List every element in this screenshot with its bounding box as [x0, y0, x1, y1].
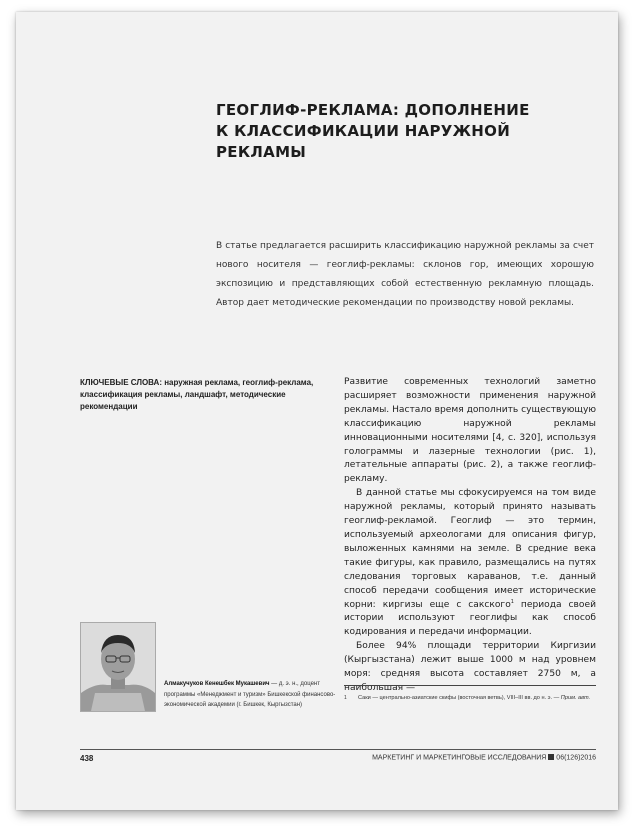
- author-photo: [80, 622, 156, 712]
- keywords-text: наружная реклама, геоглиф-реклама, классификация рекламы, ландшафт, методические рекомендации: [80, 378, 314, 411]
- author-details: — д. э. н., доцент программы «Менеджмент и туризм» Бишкекской финансово-экономической академии (г. Бишкек, Кыргызстан): [164, 681, 336, 708]
- keywords-label: КЛЮЧЕВЫЕ СЛОВА:: [80, 378, 162, 387]
- footnote-text: Саки — центрально-азиатские скифы (восточная ветвь), VIII–III вв. до н. э. —: [358, 695, 561, 701]
- author-name: Алмакучуков Кенешбек Мукашевич: [164, 681, 270, 687]
- footnote-ref[interactable]: 1: [510, 598, 514, 605]
- body-paragraph-3: Более 94% площади территории Киргизии (Кыргызстана) лежит выше 1000 м над уровнем моря: средняя высота составляет 2750 м, а наибольшая —: [344, 641, 596, 693]
- footnote-note: Прим. авт.: [560, 695, 591, 701]
- title-line-2: К КЛАССИФИКАЦИИ НАРУЖНОЙ РЕКЛАМЫ: [216, 122, 511, 161]
- body-paragraph-2: [344, 487, 596, 640]
- article-abstract: В статье предлагается расширить классификацию наружной рекламы за счет нового носителя — геоглиф-рекламы: склонов гор, имеющих хорошую экспозицию и представляющих собой естественную рекламную площадь. Автор дает методические рекомендации по производству новой рекламы.: [216, 241, 594, 308]
- footnote-divider: [344, 685, 596, 686]
- author-info: [164, 679, 336, 711]
- title-line-1: ГЕОГЛИФ-РЕКЛАМА: ДОПОЛНЕНИЕ: [216, 101, 530, 119]
- keywords-block: [80, 377, 330, 413]
- article-title: [216, 100, 596, 163]
- journal-issue: 06(126)2016: [556, 754, 596, 762]
- square-bullet-icon: [548, 754, 554, 760]
- footnote-number: 1: [344, 695, 347, 701]
- article-body: [344, 376, 596, 696]
- author-portrait-image: [81, 623, 155, 711]
- page-number: 438: [80, 754, 94, 763]
- body-paragraph-1: Развитие современных технологий заметно расширяет возможности применения наружной рекламы. Настало время дополнить существующую классификацию наружной рекламы инновационными носителями [4, с. 320], используя голограммы и лазерные технологии (рис. 1), летательные аппараты (рис. 2), а также геоглиф-рекламу.: [344, 377, 596, 485]
- journal-page: [16, 12, 618, 810]
- body-paragraph-2-part-a: В данной статье мы сфокусируемся на том виде наружной рекламы, который принято называть геоглиф-рекламой. Геоглиф — это термин, используемый археологами для описания фигур, выложенных камнями на земле. В средние века такие фигуры, как правило, размещались на путях следования торговых караванов, т.е. данный способ передачи сообщения имеет исторические корни: киргизы еще с сакского: [344, 488, 596, 610]
- journal-footer: [372, 754, 596, 762]
- journal-name: МАРКЕТИНГ И МАРКЕТИНГОВЫЕ ИССЛЕДОВАНИЯ: [372, 754, 547, 762]
- footer-divider: [80, 749, 596, 750]
- footnote: [344, 693, 596, 703]
- body-paragraph-2-part-b: периода своей истории используют геоглифы как способ кодирования и передачи информации.: [344, 599, 596, 638]
